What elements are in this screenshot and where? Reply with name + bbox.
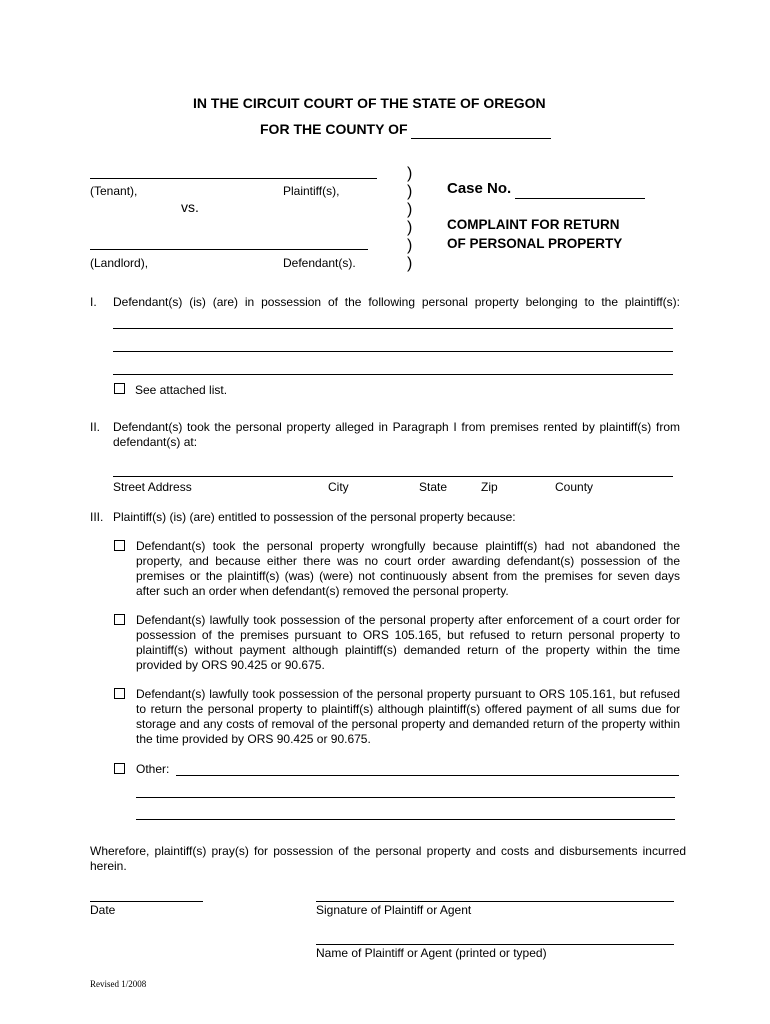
section-1-numeral: I. [90, 295, 97, 309]
other-line-3[interactable] [136, 819, 675, 820]
caption-paren-6: ) [407, 255, 413, 272]
caption-paren-4: ) [407, 219, 413, 236]
address-line[interactable] [113, 476, 673, 477]
section-1-text: Defendant(s) (is) (are) in possession of the following personal property belonging to the plaintiff(s): [113, 295, 680, 309]
document-title-line2: OF PERSONAL PROPERTY [447, 236, 623, 251]
prayer-text: Wherefore, plaintiff(s) pray(s) for possession of the personal property and costs and disbursements incurred herein. [90, 844, 686, 873]
county-blank[interactable] [411, 121, 551, 139]
caption-paren-3: ) [407, 201, 413, 218]
attached-list-checkbox[interactable] [114, 383, 125, 394]
document-title-line1: COMPLAINT FOR RETURN [447, 217, 620, 232]
attached-list-label: See attached list. [135, 383, 228, 397]
property-line-2[interactable] [113, 351, 673, 352]
other-label: Other: [136, 762, 170, 776]
county-heading [260, 121, 551, 139]
case-number-blank[interactable] [515, 180, 645, 199]
zip-label: Zip [481, 480, 498, 494]
other-line-2[interactable] [136, 797, 675, 798]
property-line-3[interactable] [113, 374, 673, 375]
revision-note: Revised 1/2008 [90, 979, 147, 989]
option-2-text: Defendant(s) lawfully took possession of the personal property after enforcement of a court order for possession of the premises pursuant to ORS 105.165, but refused to return personal property to plaintiff(s) without payment although plaintiff(s) demanded return of the property within the time provided by ORS 90.425 or 90.675. [136, 613, 680, 672]
section-3-numeral: III. [90, 510, 104, 524]
tenant-label: (Tenant), [90, 184, 138, 198]
county-label: FOR THE COUNTY OF [260, 121, 408, 137]
other-line-1[interactable] [176, 775, 679, 776]
option-2-checkbox[interactable] [114, 614, 125, 625]
state-label: State [419, 480, 448, 494]
property-line-1[interactable] [113, 328, 673, 329]
court-heading: IN THE CIRCUIT COURT OF THE STATE OF OREGON [193, 95, 546, 111]
option-3-text: Defendant(s) lawfully took possession of the personal property pursuant to ORS 105.161, but refused to return the personal property to plaintiff(s) although plaintiff(s) offered payment of all sums due for storage and any costs of removal of the personal property and demanded return of the property within the time provided by ORS 90.425 or 90.675. [136, 687, 680, 746]
versus-label: vs. [181, 199, 199, 215]
signature-line[interactable] [316, 901, 674, 902]
county-label-address: County [555, 480, 594, 494]
option-1-checkbox[interactable] [114, 540, 125, 551]
option-1-text: Defendant(s) took the personal property wrongfully because plaintiff(s) had not abandoned the property, and because either there was no court order awarding defendant(s) possession of the premises or the plaintiff(s) (was) (were) not continuously absent from the premises for seven days after such an order when defendant(s) removed the personal property. [136, 539, 680, 598]
street-address-label: Street Address [113, 480, 192, 494]
printed-name-label: Name of Plaintiff or Agent (printed or typed) [316, 946, 547, 960]
tenant-name-line[interactable] [90, 178, 377, 179]
section-2-text: Defendant(s) took the personal property alleged in Paragraph I from premises rented by plaintiff(s) from defendant(s) at: [113, 420, 680, 449]
caption-paren-1: ) [407, 165, 413, 182]
landlord-name-line[interactable] [90, 249, 368, 250]
section-3-text: Plaintiff(s) (is) (are) entitled to possession of the personal property because: [113, 510, 516, 524]
case-number-label: Case No. [447, 180, 512, 197]
case-number [447, 180, 645, 199]
date-label: Date [90, 903, 116, 917]
defendant-label: Defendant(s). [283, 256, 356, 270]
date-line[interactable] [90, 901, 203, 902]
plaintiff-label: Plaintiff(s), [283, 184, 340, 198]
caption-paren-2: ) [407, 183, 413, 200]
city-label: City [328, 480, 349, 494]
landlord-label: (Landlord), [90, 256, 149, 270]
other-checkbox[interactable] [114, 763, 125, 774]
signature-label: Signature of Plaintiff or Agent [316, 903, 472, 917]
caption-paren-5: ) [407, 237, 413, 254]
printed-name-line[interactable] [316, 944, 674, 945]
section-2-numeral: II. [90, 420, 101, 434]
option-3-checkbox[interactable] [114, 688, 125, 699]
